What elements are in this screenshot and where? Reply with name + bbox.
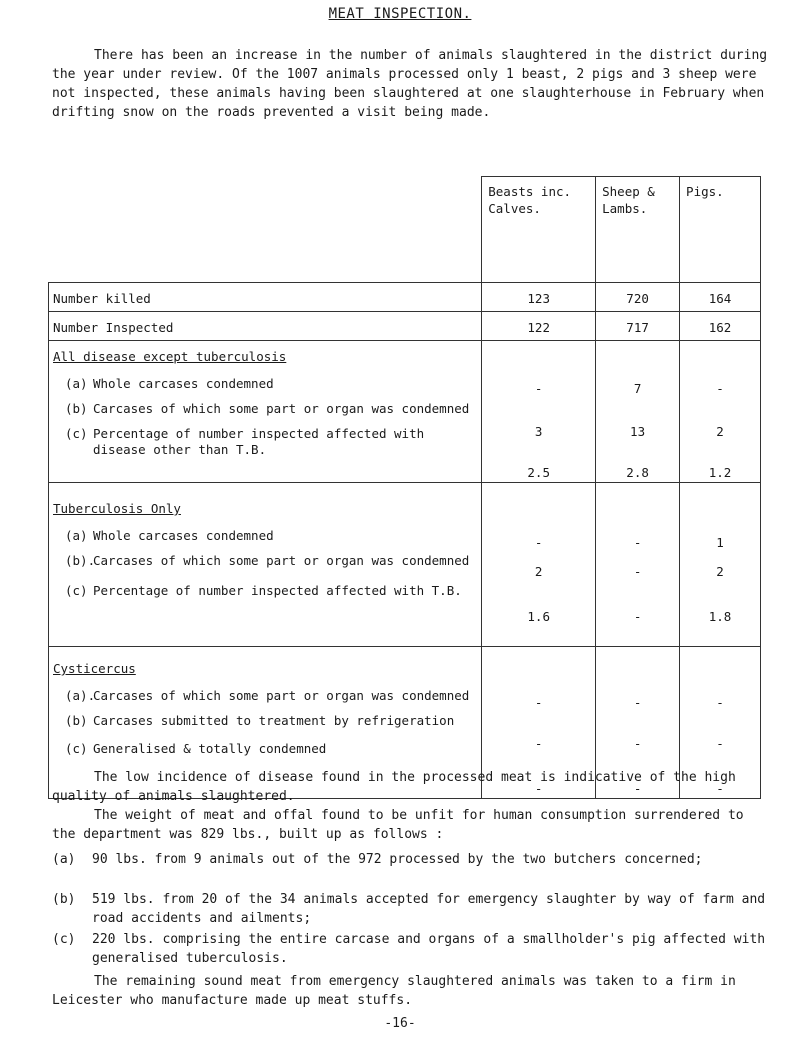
after-paragraph-2: The weight of meat and offal found to be unfit for human consumption surrendered to the department was 829 lbs., built up as follows : — [52, 808, 744, 842]
sub-row: (a). Carcases of which some part or organ was condemned — [65, 688, 470, 703]
cell-value: - — [633, 609, 642, 624]
sub-row: (b) Carcases submitted to treatment by refrigeration — [65, 713, 455, 728]
cell-value: 2.8 — [626, 465, 649, 480]
cell-value: 122 — [527, 320, 550, 335]
list-item: (b) 519 lbs. from 20 of the 34 animals accepted for emergency slaughter by way of farm and road accidents and ailments; — [52, 892, 766, 926]
intro-paragraph: There has been an increase in the number of animals slaughtered in the district during the year under review. Of the 1007 animals processed only 1 beast, 2 pigs and 3 sheep were not inspected, these animals having been slaughtered at one slaughterhouse in February when drifting snow on the roads prevented a visit being made. — [52, 48, 768, 120]
col-header-sheep: Sheep & Lambs. — [596, 177, 680, 283]
meat-inspection-table — [48, 176, 761, 799]
cell-value: 164 — [708, 291, 732, 306]
section-heading: Tuberculosis Only — [53, 501, 181, 516]
page-number: -16- — [384, 1016, 416, 1031]
cell-value: - — [633, 736, 642, 751]
cell-value: 13 — [630, 424, 646, 439]
cell-value: - — [633, 564, 642, 579]
cell-value: 2.5 — [527, 465, 550, 480]
row-number-inspected — [49, 312, 761, 341]
cell-value: 720 — [626, 291, 649, 306]
sub-row: (a) Whole carcases condemned — [65, 376, 274, 391]
cell-value: 1.2 — [708, 465, 732, 480]
cell-value: - — [534, 535, 543, 550]
cell-value: 1.8 — [708, 609, 732, 624]
sub-row: (a) Whole carcases condemned — [65, 528, 274, 543]
row-number-killed — [49, 283, 761, 312]
sub-row: (c) Percentage of number inspected affected with T.B. — [65, 583, 462, 598]
cell-value: - — [534, 381, 543, 396]
cell-value: - — [633, 695, 642, 710]
cell-value: 1.6 — [527, 609, 550, 624]
cell-value: - — [716, 695, 724, 710]
sub-row: (b). Carcases of which some part or organ was condemned — [65, 553, 470, 568]
cell-value: - — [716, 781, 724, 796]
cell-value: - — [716, 381, 724, 396]
sub-row: (b) Carcases of which some part or organ was condemned — [65, 401, 470, 416]
cell-value: 2 — [534, 564, 543, 579]
cell-value: - — [534, 736, 543, 751]
page-title: MEAT INSPECTION. — [328, 6, 472, 22]
sub-row: (c) Generalised & totally condemned — [65, 741, 327, 756]
cell-value: 123 — [527, 291, 550, 306]
cell-value: - — [534, 781, 543, 796]
list-item: (c) 220 lbs. comprising the entire carcase and organs of a smallholder's pig affected with generalised tuberculosis. — [52, 932, 766, 966]
col-header-pigs: Pigs. — [680, 177, 761, 283]
row-label: Number killed — [53, 291, 151, 306]
closing-paragraph: The remaining sound meat from emergency slaughtered animals was taken to a firm in Leicester who manufacture made up meat stuffs. — [52, 974, 736, 1008]
row-label: Number Inspected — [53, 320, 174, 335]
section-tuberculosis — [49, 483, 761, 647]
cell-value: - — [534, 695, 543, 710]
table-header-row — [49, 177, 761, 283]
cell-value: 717 — [626, 320, 649, 335]
cell-value: 7 — [633, 381, 642, 396]
section-all-disease — [49, 341, 761, 483]
section-heading: Cysticercus — [53, 661, 136, 676]
table-header-blank — [49, 177, 482, 283]
cell-value: 162 — [708, 320, 732, 335]
col-header-beasts: Beasts inc. Calves. — [482, 177, 596, 283]
cell-value: - — [633, 535, 642, 550]
cell-value: - — [716, 736, 724, 751]
after-paragraph-1: The low incidence of disease found in the processed meat is indicative of the high quality of animals slaughtered. — [52, 770, 736, 804]
cell-value: 2 — [716, 424, 724, 439]
cell-value: 2 — [716, 564, 724, 579]
cell-value: 1 — [716, 535, 724, 550]
list-item: (a) 90 lbs. from 9 animals out of the 972 processed by the two butchers concerned; — [52, 852, 703, 867]
cell-value: - — [633, 781, 642, 796]
section-heading: All disease except tuberculosis — [53, 349, 287, 364]
sub-row: (c) Percentage of number inspected affected with disease other than T.B. — [65, 426, 425, 457]
cell-value: 3 — [534, 424, 543, 439]
